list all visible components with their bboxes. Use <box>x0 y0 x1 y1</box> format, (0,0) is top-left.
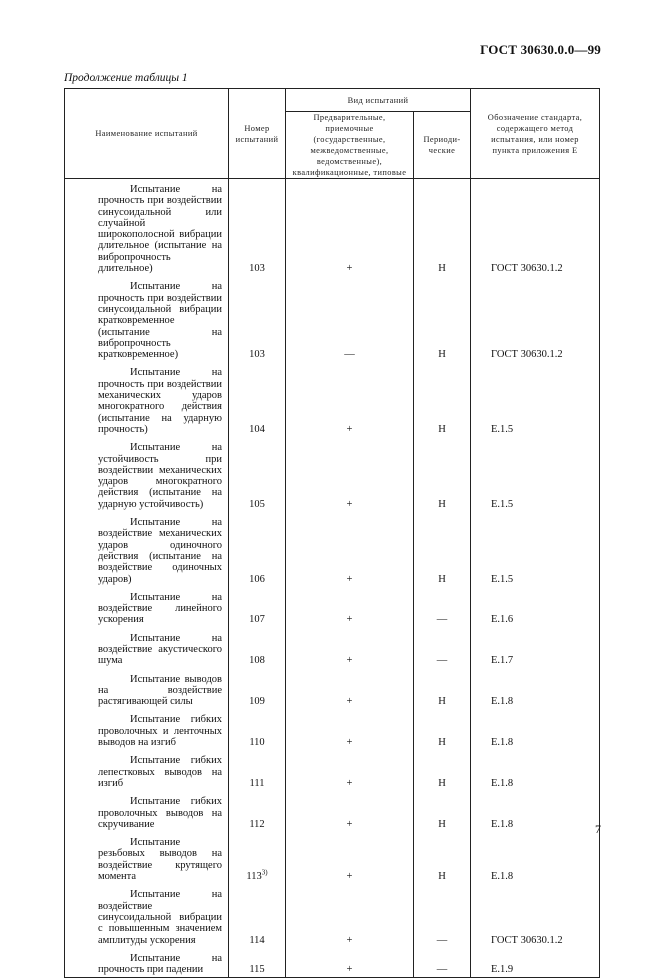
periodic-cell: — <box>414 948 471 978</box>
test-number: 112 <box>249 818 265 830</box>
test-name-cell <box>65 750 229 791</box>
test-number: 115 <box>249 964 265 976</box>
test-number-cell <box>229 791 286 832</box>
test-number: 104 <box>249 423 265 435</box>
test-name: Испытание на прочность при воздействии синусоидальной вибрации кратковременное (испытание на вибропрочность кратковременное) <box>98 281 222 361</box>
table-body <box>65 179 600 978</box>
periodic-cell: Н <box>414 512 471 587</box>
test-number-cell <box>229 587 286 628</box>
standard-cell: Е.1.8 <box>471 669 600 710</box>
table-row <box>65 709 600 750</box>
test-name: Испытание на прочность при воздействии синусоидальной или случайной широкополосной вибрации длительное (испытание на вибропрочность длительное) <box>98 184 222 275</box>
test-number-cell <box>229 948 286 978</box>
page-number: 7 <box>595 822 601 836</box>
periodic-cell: Н <box>414 832 471 884</box>
periodic-cell: Н <box>414 179 471 277</box>
table-row <box>65 362 600 437</box>
test-name: Испытание гибких проволочных выводов на скручивание <box>98 796 222 830</box>
test-name-cell <box>65 948 229 978</box>
standard-cell: Е.1.8 <box>471 750 600 791</box>
test-name-cell <box>65 669 229 710</box>
standard-cell: Е.1.7 <box>471 628 600 669</box>
test-number: 111 <box>249 777 265 789</box>
test-name-cell <box>65 628 229 669</box>
test-name-cell <box>65 179 229 277</box>
standard-cell: Е.1.5 <box>471 512 600 587</box>
test-number-cell <box>229 628 286 669</box>
test-number: 110 <box>249 737 265 749</box>
standard-cell: Е.1.5 <box>471 437 600 512</box>
test-name: Испытание на воздействие механических ударов одиночного действия (испытание на воздействие одиночных ударов) <box>98 517 222 585</box>
test-number-cell <box>229 669 286 710</box>
test-name-cell <box>65 709 229 750</box>
preliminary-cell: + <box>286 512 414 587</box>
test-number-cell <box>229 750 286 791</box>
standard-cell: Е.1.9 <box>471 948 600 978</box>
table-row <box>65 884 600 947</box>
test-number: 103 <box>249 263 265 275</box>
preliminary-cell: + <box>286 669 414 710</box>
col-header-name: Наименование испытаний <box>65 89 229 179</box>
table-row <box>65 628 600 669</box>
test-number-cell <box>229 276 286 362</box>
preliminary-cell: + <box>286 884 414 947</box>
test-name: Испытание на устойчивость при воздействии механических ударов многократного действия (испытание на ударную устойчивость) <box>98 442 222 510</box>
test-name: Испытание на прочность при падении <box>98 952 222 976</box>
test-number: 113 <box>246 871 262 883</box>
test-name: Испытание на прочность при воздействии механических ударов многократного действия (испытание на ударную прочность) <box>98 367 222 435</box>
standard-cell: Е.1.6 <box>471 587 600 628</box>
periodic-cell: — <box>414 628 471 669</box>
test-number: 105 <box>249 498 265 510</box>
test-number: 108 <box>249 655 265 667</box>
test-number: 109 <box>249 696 265 708</box>
standard-cell: ГОСТ 30630.1.2 <box>471 276 600 362</box>
periodic-cell: Н <box>414 709 471 750</box>
footnote-ref: 3) <box>261 868 268 877</box>
table-header <box>65 89 600 179</box>
standard-cell: ГОСТ 30630.1.2 <box>471 884 600 947</box>
table-row <box>65 948 600 978</box>
table-row <box>65 832 600 884</box>
test-name-cell <box>65 791 229 832</box>
test-number-cell <box>229 512 286 587</box>
standard-cell: Е.1.5 <box>471 362 600 437</box>
preliminary-cell: + <box>286 709 414 750</box>
preliminary-cell: + <box>286 362 414 437</box>
test-number-cell <box>229 709 286 750</box>
standard-header: ГОСТ 30630.0.0—99 <box>480 42 601 57</box>
test-name: Испытание выводов на воздействие растягивающей силы <box>98 673 222 708</box>
preliminary-cell: + <box>286 832 414 884</box>
test-name: Испытание гибких лепестковых выводов на изгиб <box>98 755 222 789</box>
periodic-cell: Н <box>414 669 471 710</box>
test-name: Испытание на воздействие синусоидальной вибрации с повышенным значением амплитуды ускорения <box>98 889 222 946</box>
standard-cell: ГОСТ 30630.1.2 <box>471 179 600 277</box>
col-header-preliminary: Предварительные, приемочные (государственные, межведомственные, ведомственные), квалификационные, типовые <box>286 112 414 179</box>
standard-cell: Е.1.8 <box>471 832 600 884</box>
standard-cell: Е.1.8 <box>471 709 600 750</box>
col-header-periodic: Периоди-ческие <box>414 112 471 179</box>
periodic-cell: Н <box>414 362 471 437</box>
test-number-cell <box>229 437 286 512</box>
test-name: Испытание резьбовых выводов на воздействие крутящего момента <box>98 837 222 883</box>
col-header-test-types: Вид испытаний <box>286 89 471 112</box>
test-number-cell <box>229 832 286 884</box>
preliminary-cell: + <box>286 628 414 669</box>
test-name-cell <box>65 362 229 437</box>
table-continuation-label: Продолжение таблицы 1 <box>64 72 188 84</box>
table-row <box>65 669 600 710</box>
preliminary-cell: + <box>286 179 414 277</box>
preliminary-cell: + <box>286 587 414 628</box>
periodic-cell: Н <box>414 791 471 832</box>
test-name: Испытание гибких проволочных и ленточных выводов на изгиб <box>98 714 222 749</box>
periodic-cell: — <box>414 587 471 628</box>
preliminary-cell: + <box>286 791 414 832</box>
test-name: Испытание на воздействие акустического шума <box>98 632 222 667</box>
periodic-cell: Н <box>414 276 471 362</box>
test-name-cell <box>65 884 229 947</box>
preliminary-cell: + <box>286 948 414 978</box>
table-row <box>65 791 600 832</box>
test-number: 114 <box>249 934 265 946</box>
table-row <box>65 179 600 277</box>
test-number: 106 <box>249 573 265 585</box>
col-header-standard: Обозначение стандарта, содержащего метод испытания, или номер пункта приложения Е <box>471 89 600 179</box>
test-name-cell <box>65 276 229 362</box>
preliminary-cell: + <box>286 750 414 791</box>
preliminary-cell: — <box>286 276 414 362</box>
test-number: 103 <box>249 349 265 361</box>
tests-table <box>64 88 600 978</box>
test-name-cell <box>65 832 229 884</box>
test-name-cell <box>65 512 229 587</box>
test-name-cell <box>65 437 229 512</box>
periodic-cell: Н <box>414 750 471 791</box>
col-header-number: Номер испытаний <box>229 89 286 179</box>
test-number: 107 <box>249 614 265 626</box>
periodic-cell: — <box>414 884 471 947</box>
periodic-cell: Н <box>414 437 471 512</box>
test-number-cell <box>229 884 286 947</box>
test-name: Испытание на воздействие линейного ускорения <box>98 591 222 626</box>
table-row <box>65 437 600 512</box>
test-name-cell <box>65 587 229 628</box>
standard-cell: Е.1.8 <box>471 791 600 832</box>
test-number-cell <box>229 179 286 277</box>
preliminary-cell: + <box>286 437 414 512</box>
table-row <box>65 750 600 791</box>
table-row <box>65 276 600 362</box>
table-row <box>65 512 600 587</box>
test-number-cell <box>229 362 286 437</box>
table-row <box>65 587 600 628</box>
